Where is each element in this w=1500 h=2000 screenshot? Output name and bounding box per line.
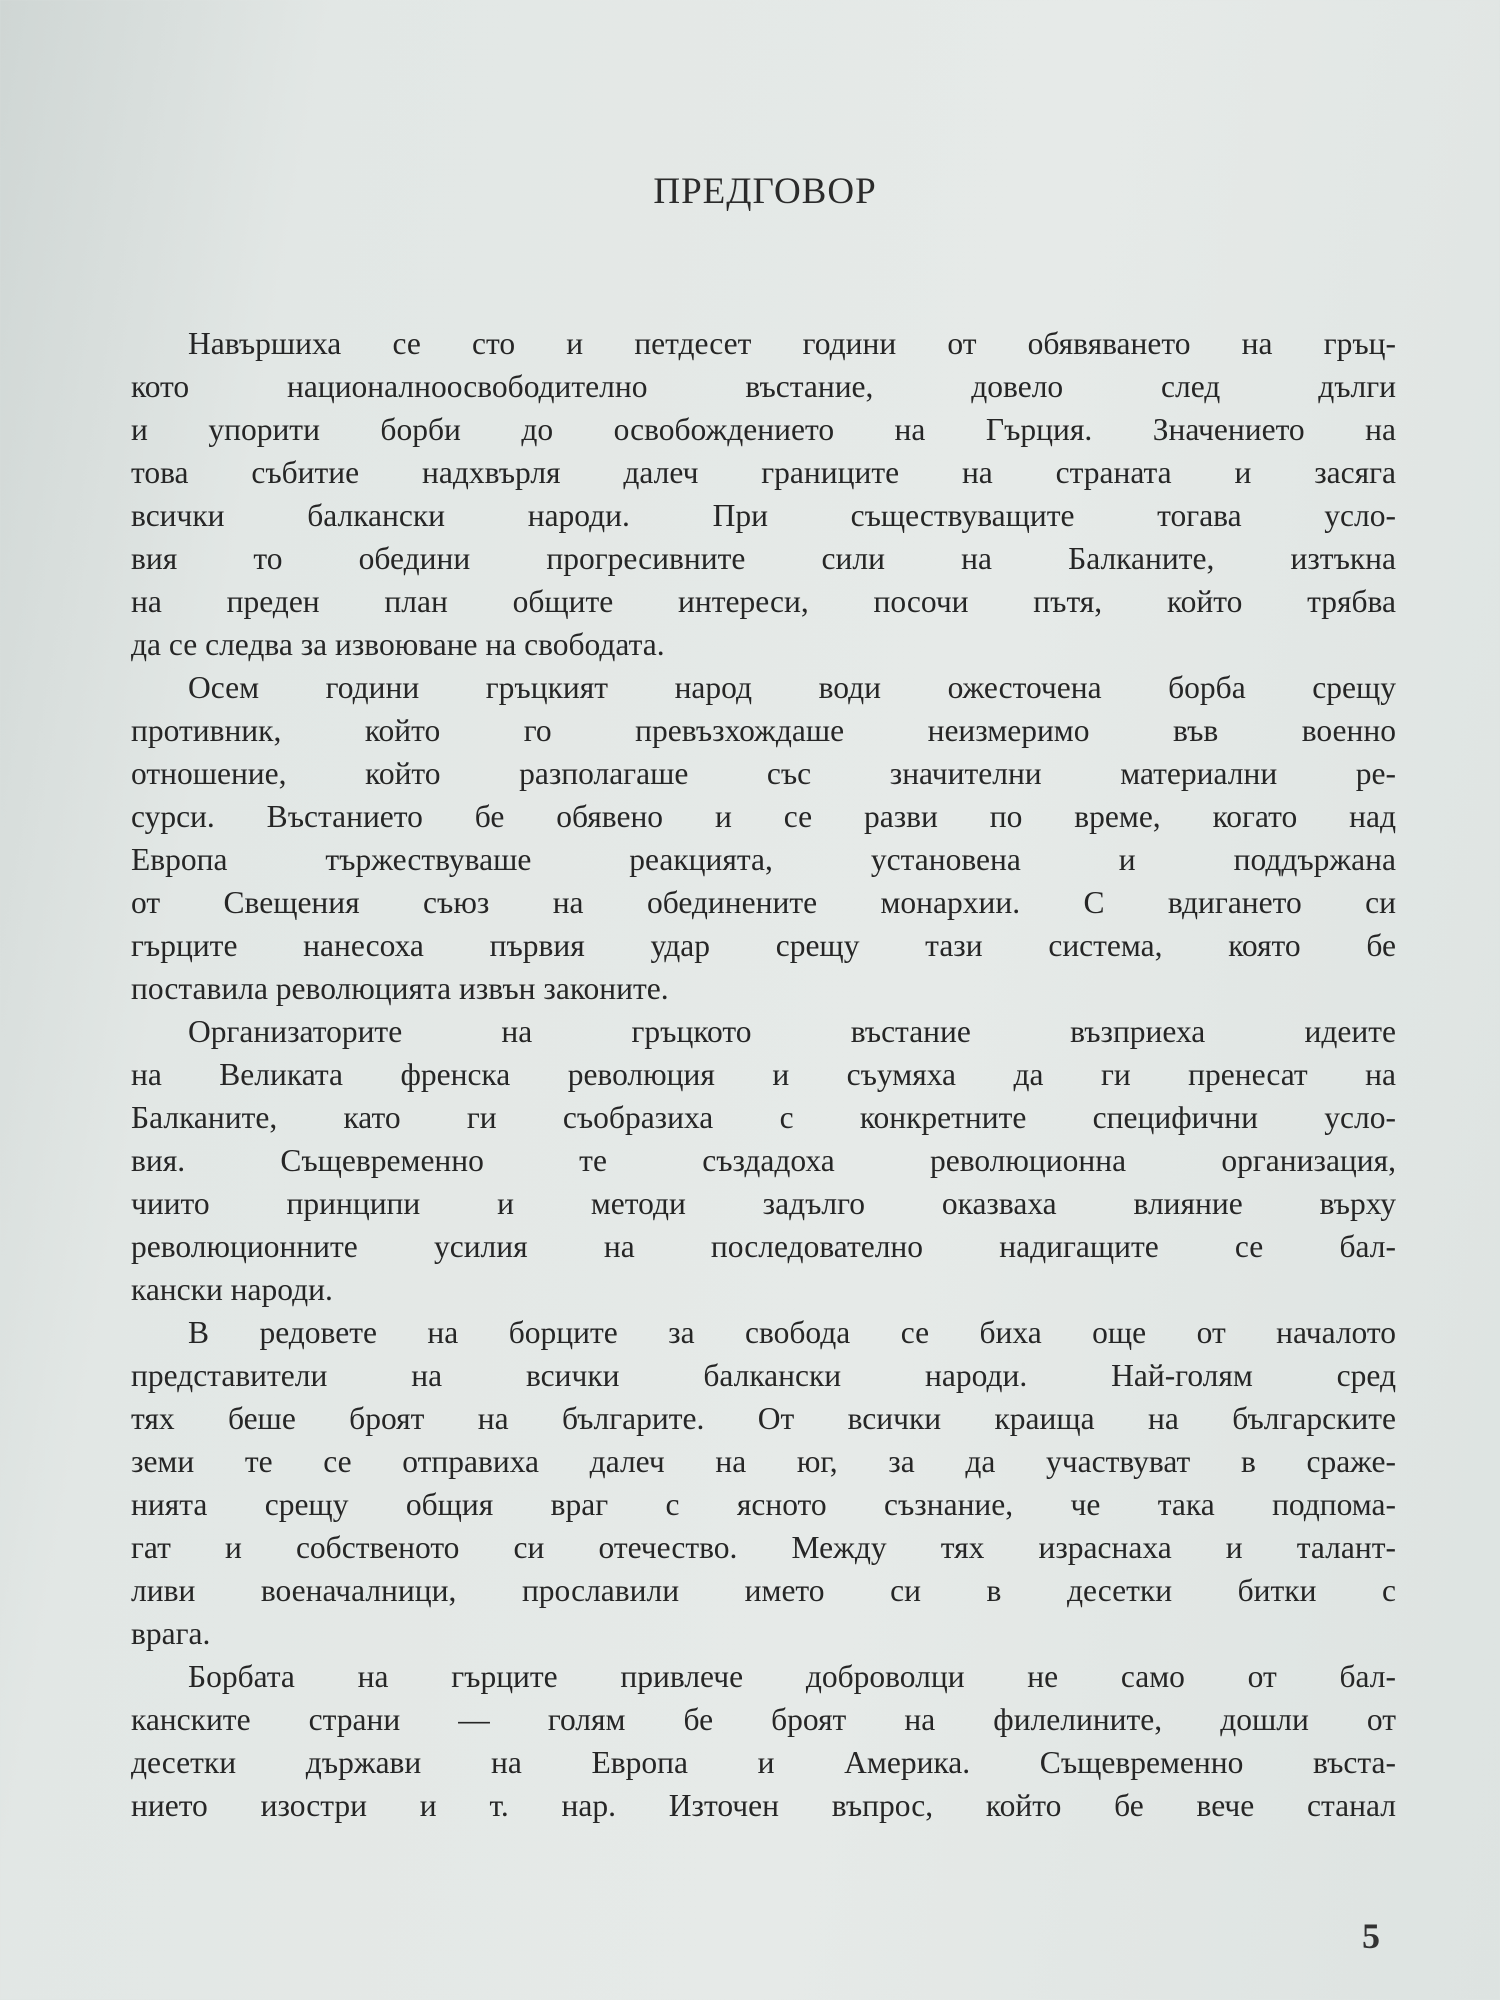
text-line: противник, който го превъзхождаше неизмеримо във военно bbox=[131, 713, 1396, 748]
text-line: всички балкански народи. При съществуващите тогава усло- bbox=[131, 498, 1396, 533]
text-line: представители на всички балкански народи. Най-голям сред bbox=[131, 1358, 1396, 1393]
text-line: нията срещу общия враг с ясното съзнание, че така подпома- bbox=[131, 1487, 1396, 1522]
text-line: сурси. Въстанието бе обявено и се разви по време, когато над bbox=[131, 799, 1396, 834]
text-line: на Великата френска революция и съумяха да ги пренесат на bbox=[131, 1057, 1396, 1092]
text-line: това събитие надхвърля далеч границите на страната и засяга bbox=[131, 455, 1396, 490]
text-line: на преден план общите интереси, посочи пътя, който трябва bbox=[131, 584, 1396, 619]
text-line: кански народи. bbox=[131, 1272, 333, 1307]
text-line: Осем години гръцкият народ води ожесточена борба срещу bbox=[188, 670, 1396, 705]
text-line: кото националноосвободително въстание, довело след дълги bbox=[131, 369, 1396, 404]
text-line: десетки държави на Европа и Америка. Същевременно въста- bbox=[131, 1745, 1396, 1780]
text-line: Балканите, като ги съобразиха с конкретните специфични усло- bbox=[131, 1100, 1396, 1135]
paragraph bbox=[131, 1655, 1396, 1827]
text-line: отношение, който разполагаше със значителни материални ре- bbox=[131, 756, 1396, 791]
text-line: Борбата на гърците привлече доброволци не само от бал- bbox=[188, 1659, 1396, 1694]
text-line: гърците нанесоха първия удар срещу тази система, която бе bbox=[131, 928, 1396, 963]
text-line: тях беше броят на българите. От всички краища на българските bbox=[131, 1401, 1396, 1436]
paragraph bbox=[131, 1311, 1396, 1655]
text-line: ливи военачалници, прославили името си в десетки битки с bbox=[131, 1573, 1396, 1608]
text-line: революционните усилия на последователно надигащите се бал- bbox=[131, 1229, 1396, 1264]
text-line: гат и собственото си отечество. Между тях израснаха и талант- bbox=[131, 1530, 1396, 1565]
text-line: Организаторите на гръцкото въстание възприеха идеите bbox=[188, 1014, 1396, 1049]
text-line: и упорити борби до освобождението на Гърция. Значението на bbox=[131, 412, 1396, 447]
text-line: вия то обедини прогресивните сили на Балканите, изтъкна bbox=[131, 541, 1396, 576]
text-line: канските страни — голям бе броят на филелините, дошли от bbox=[131, 1702, 1396, 1737]
text-line: поставила революцията извън законите. bbox=[131, 971, 669, 1006]
text-line: Навършиха се сто и петдесет години от обявяването на гръц- bbox=[188, 326, 1396, 361]
paragraph bbox=[131, 666, 1396, 1010]
text-line: В редовете на борците за свобода се биха още от началото bbox=[188, 1315, 1396, 1350]
text-line: нието изостри и т. нар. Източен въпрос, който бе вече станал bbox=[131, 1788, 1396, 1823]
page-title: ПРЕДГОВОР bbox=[653, 171, 877, 212]
body-text bbox=[131, 322, 1396, 1827]
paragraph bbox=[131, 322, 1396, 666]
text-line: от Свещения съюз на обединените монархии. С вдигането си bbox=[131, 885, 1396, 920]
paragraph bbox=[131, 1010, 1396, 1311]
text-line: земи те се отправиха далеч на юг, за да участвуват в сраже- bbox=[131, 1444, 1396, 1479]
text-line: врага. bbox=[131, 1616, 211, 1651]
text-line: чиито принципи и методи задълго оказваха влияние върху bbox=[131, 1186, 1396, 1221]
text-line: Европа тържествуваше реакцията, установена и поддържана bbox=[131, 842, 1396, 877]
text-line: вия. Същевременно те създадоха революционна организация, bbox=[131, 1143, 1396, 1178]
page-number: 5 bbox=[1362, 1916, 1380, 1956]
text-line: да се следва за извоюване на свободата. bbox=[131, 627, 665, 662]
